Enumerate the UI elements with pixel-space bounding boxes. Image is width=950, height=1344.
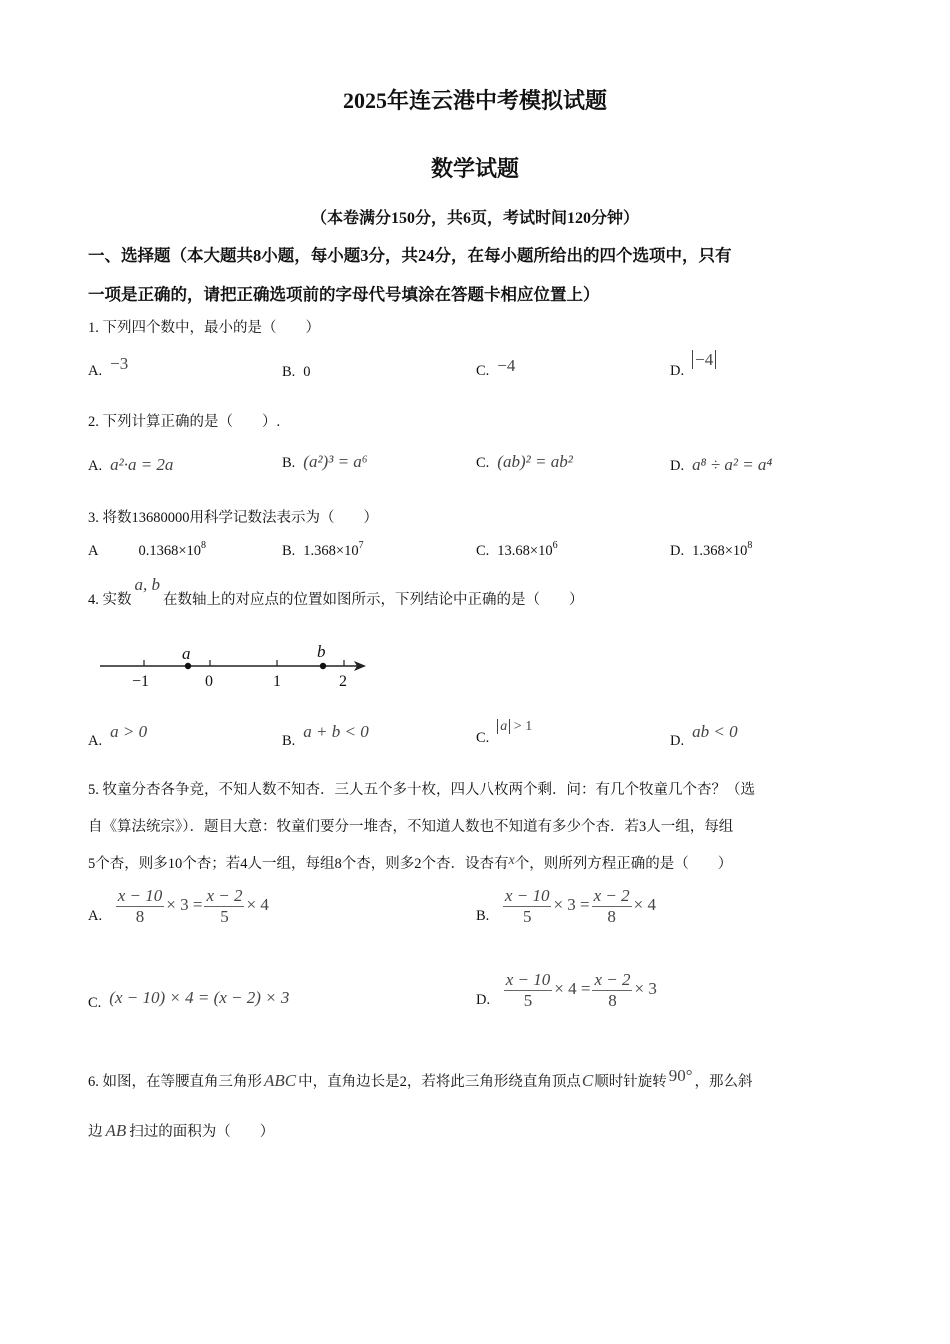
fraction: $\frac{x - 10}{5}$ [504, 886, 550, 926]
subject-title: 数学试题 [430, 156, 519, 181]
q1-option-a[interactable]: A. −3 [88, 354, 129, 379]
section-heading-line1: 一、选择题（本大题共8小题，每小题3分，共24分，在每小题所给出的四个选项中，只有 [88, 246, 732, 265]
q3-option-d[interactable]: D. $1.368\times 10^8$ [670, 540, 753, 559]
question-6-stem-line2: 边 AB 扫过的面积为（ ） [88, 1121, 275, 1140]
q3-option-c[interactable]: C. $13.68\times 10^6$ [476, 540, 558, 559]
point-b-label: b [317, 642, 326, 661]
q3-option-b[interactable]: B. $1.368\times 10^7$ [282, 540, 364, 559]
q4-option-a[interactable]: A. a > 0 [88, 722, 148, 749]
question-1-stem: 1. 下列四个数中，最小的是（ ） [88, 320, 320, 336]
question-3-stem: 3. 将数13680000用科学记数法表示为（ ） [88, 510, 378, 526]
q4-option-b[interactable]: B. a + b < 0 [282, 722, 369, 749]
q2-option-b[interactable]: B. (a²)³ = a⁶ [282, 452, 368, 471]
q4-option-c[interactable]: C.a > 1 [476, 719, 533, 746]
q3-option-a[interactable]: A $0.1368\times 10^8$ [88, 540, 207, 559]
q2-option-c[interactable]: C. (ab)² = ab² [476, 452, 573, 471]
fraction: $\frac{x - 10}{5}$ [505, 970, 551, 1010]
q1-option-c[interactable]: C. −4 [476, 356, 516, 379]
tick-label: −1 [132, 673, 150, 690]
q2-option-d[interactable]: D. a⁸ ÷ a² = a⁴ [670, 455, 773, 474]
q5-option-c[interactable]: C. (x − 10) × 4 = (x − 2) × 3 [88, 988, 290, 1011]
tick-label: 2 [339, 673, 347, 690]
section-heading-line2: 一项是正确的，请把正确选项前的字母代号填涂在答题卡相应位置上） [88, 285, 600, 304]
q5-option-d[interactable]: D. $\frac{x - 10}{5}$ × 4 = $\frac{x - 2}{8}$ × 3 [476, 970, 657, 1010]
question-5-stem-line3: 5个杏，则多10个杏；若4人一组，每组8个杏，则多2个杏．设杏有x个，则所列方程正确的是（ ） [88, 853, 733, 872]
exam-title: 2025年连云港中考模拟试题 [342, 88, 607, 113]
q5-option-b[interactable]: B. $\frac{x - 10}{5}$ × 3 = $\frac{x - 2}{8}$ × 4 [476, 886, 657, 926]
question-5-stem-line1: 5. 牧童分杏各争竞，不知人数不知杏．三人五个多十枚，四人八枚两个剩．问：有几个牧童几个杏？（选 [88, 782, 755, 798]
fraction: $\frac{x - 2}{5}$ [206, 886, 243, 926]
question-4-stem: 4. 实数a, b在数轴上的对应点的位置如图所示，下列结论中正确的是（ ） [88, 575, 584, 608]
fraction: $\frac{x - 2}{8}$ [593, 886, 630, 926]
q4-option-d[interactable]: D. ab < 0 [670, 722, 738, 749]
fraction: $\frac{x - 10}{8}$ [117, 886, 163, 926]
q1-option-b[interactable]: B. 0 [282, 364, 311, 380]
q1-option-d[interactable]: D.−4 [670, 360, 716, 380]
tick-label: 0 [205, 673, 213, 690]
question-2-stem: 2. 下列计算正确的是（ ）. [88, 414, 281, 430]
q5-option-a[interactable]: A. $\frac{x - 10}{8}$ × 3 = $\frac{x - 2}{5}$ × 4 [88, 886, 269, 926]
exam-info: （本卷满分150分，共6页，考试时间120分钟） [310, 210, 639, 227]
fraction: $\frac{x - 2}{8}$ [594, 970, 631, 1010]
tick-label: 1 [273, 673, 281, 690]
absolute-value: −4 [692, 350, 716, 369]
question-6-stem-line1: 6. 如图，在等腰直角三角形 ABC 中，直角边长是2，若将此三角形绕直角顶点C顺时针旋转 90° ，那么斜 [88, 1066, 753, 1090]
question-5-stem-line2: 自《算法统宗》）．题目大意：牧童们要分一堆杏，不知道人数也不知道有多少个杏．若3人一组，每组 [88, 819, 734, 835]
q2-option-a[interactable]: A. a²·a = 2a [88, 455, 174, 474]
point-a-label: a [182, 644, 191, 663]
